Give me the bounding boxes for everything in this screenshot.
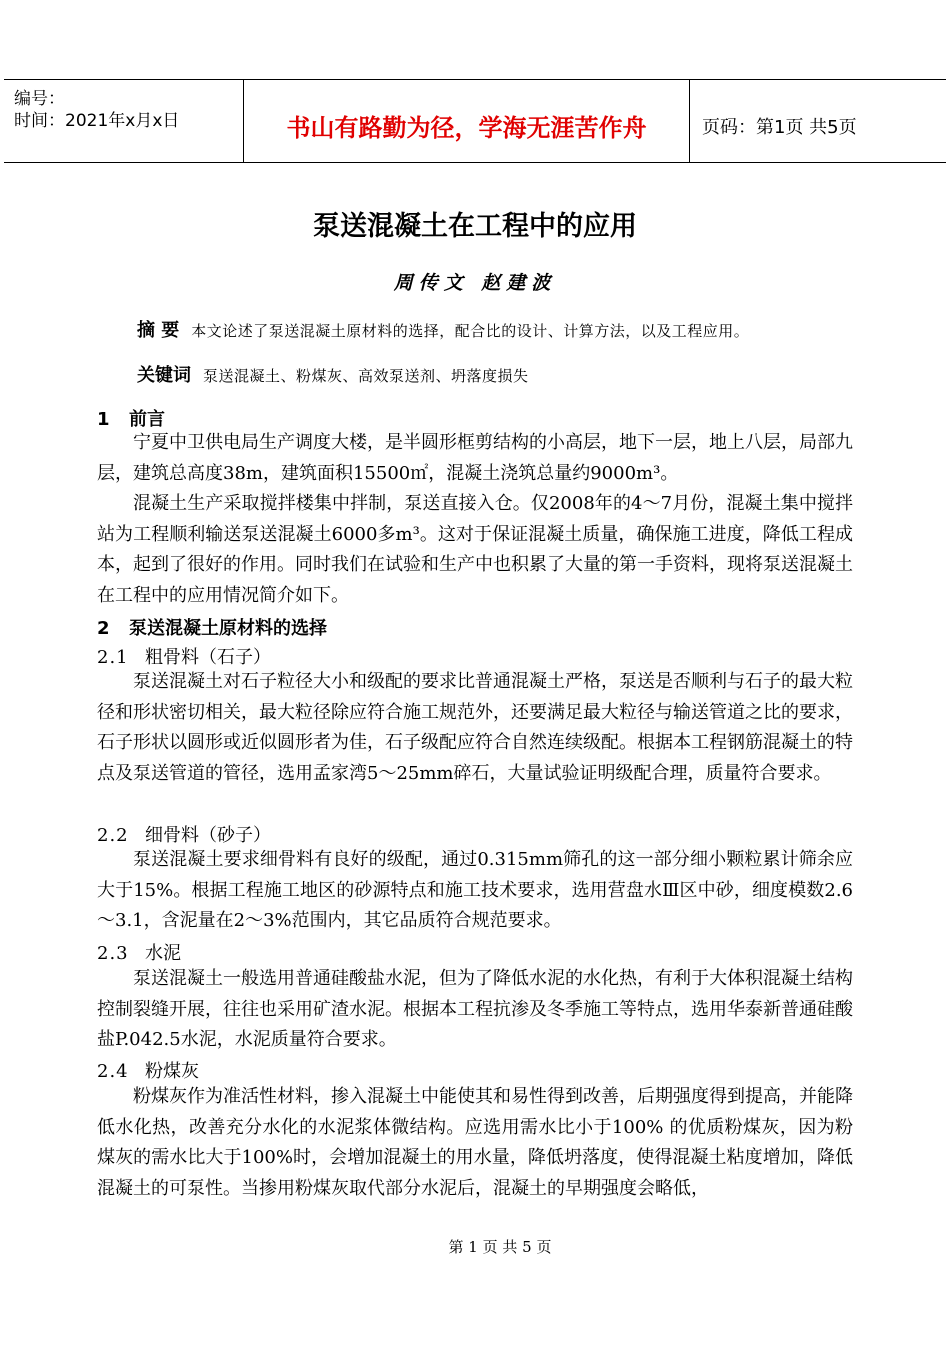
paragraph: 泵送混凝土一般选用普通硅酸盐水泥，但为了降低水泥的水化热，有利于大体积混凝土结构控制裂缝开展，往往也采用矿渣水泥。根据本工程抗渗及冬季施工等特点，选用华泰新普通硅酸盐P.042.5水泥，水泥质量符合要求。 <box>97 968 853 1051</box>
page-info: 页码：第1页 共5页 <box>702 117 857 138</box>
subsection-heading <box>97 643 271 669</box>
subsection-title: 粗骨料（石子） <box>145 647 271 668</box>
footer-page-number: 第 1 页 共 5 页 <box>448 1238 552 1256</box>
section-title: 前言 <box>129 409 165 430</box>
paragraph: 宁夏中卫供电局生产调度大楼，是半圆形框剪结构的小高层，地下一层，地上八层，局部九层，建筑总高度38m，建筑面积15500㎡，混凝土浇筑总量约9000m³。 <box>97 432 853 484</box>
section-number: 2 <box>97 618 110 639</box>
doc-authors: 周传文 赵建波 <box>393 272 557 294</box>
subsection-title: 细骨料（砂子） <box>145 825 271 846</box>
abstract <box>137 316 749 342</box>
subsection-number: 2.4 <box>97 1061 129 1082</box>
paragraph: 粉煤灰作为准活性材料，掺入混凝土中能使其和易性得到改善，后期强度得到提高，并能降低水化热，改善充分水化的水泥浆体微结构。应选用需水比小于100% 的优质粉煤灰，因为粉煤灰的需水比大于100%时，会增加混凝土的用水量，降低坍落度，使得混凝土粘度增加，降低混凝土的可泵性。当掺用粉煤灰取代部分水泥后，混凝土的早期强度会略低， <box>97 1086 853 1199</box>
keywords <box>137 361 529 387</box>
page-footer <box>0 1236 950 1257</box>
subsection-heading <box>97 939 181 965</box>
abstract-label: 摘 要 <box>137 320 180 341</box>
subsection-number: 2.1 <box>97 647 129 668</box>
number-label: 编号： <box>14 89 65 109</box>
paragraph: 泵送混凝土要求细骨料有良好的级配，通过0.315mm筛孔的这一部分细小颗粒累计筛余应大于15%。根据工程施工地区的砂源特点和施工技术要求，选用营盘水Ⅲ区中砂，细度模数2.6～3.1，含泥量在2～3%范围内，其它品质符合规范要求。 <box>97 849 853 932</box>
doc-title: 泵送混凝土在工程中的应用 <box>313 211 637 242</box>
header-meta-cell <box>4 80 244 162</box>
paragraph: 泵送混凝土对石子粒径大小和级配的要求比普通混凝土严格，泵送是否顺利与石子的最大粒径和形状密切相关，最大粒径除应符合施工规范外，还要满足最大粒径与输送管道之比的要求，石子形状以圆形或近似圆形者为佳，石子级配应符合自然连续级配。根据本工程钢筋混凝土的特点及泵送管道的管径，选用孟家湾5～25mm碎石，大量试验证明级配合理，质量符合要求。 <box>97 671 853 784</box>
section-number: 1 <box>97 409 110 430</box>
header-table <box>4 79 946 163</box>
paragraph: 混凝土生产采取搅拌楼集中拌制，泵送直接入仓。仅2008年的4～7月份，混凝土集中搅拌站为工程顺利输送泵送混凝土6000多m³。这对于保证混凝土质量，确保施工进度，降低工程成本，起到了很好的作用。同时我们在试验和生产中也积累了大量的第一手资料，现将泵送混凝土在工程中的应用情况简介如下。 <box>97 493 853 606</box>
subsection-title: 水泥 <box>145 943 181 964</box>
subsection-heading <box>97 821 271 847</box>
header-page-cell <box>690 80 946 162</box>
keywords-text: 泵送混凝土、粉煤灰、高效泵送剂、坍落度损失 <box>203 367 529 385</box>
abstract-text: 本文论述了泵送混凝土原材料的选择，配合比的设计、计算方法，以及工程应用。 <box>191 322 750 340</box>
subsection-number: 2.2 <box>97 825 129 846</box>
subsection-heading <box>97 1057 199 1083</box>
subsection-number: 2.3 <box>97 943 129 964</box>
section-heading-2 <box>97 614 327 640</box>
header-motto-cell <box>244 80 690 162</box>
time-label: 时间：2021年x月x日 <box>14 111 180 131</box>
keywords-label: 关键词 <box>137 365 191 386</box>
motto: 书山有路勤为径，学海无涯苦作舟 <box>286 114 647 142</box>
subsection-title: 粉煤灰 <box>145 1061 199 1082</box>
section-title: 泵送混凝土原材料的选择 <box>129 618 327 639</box>
